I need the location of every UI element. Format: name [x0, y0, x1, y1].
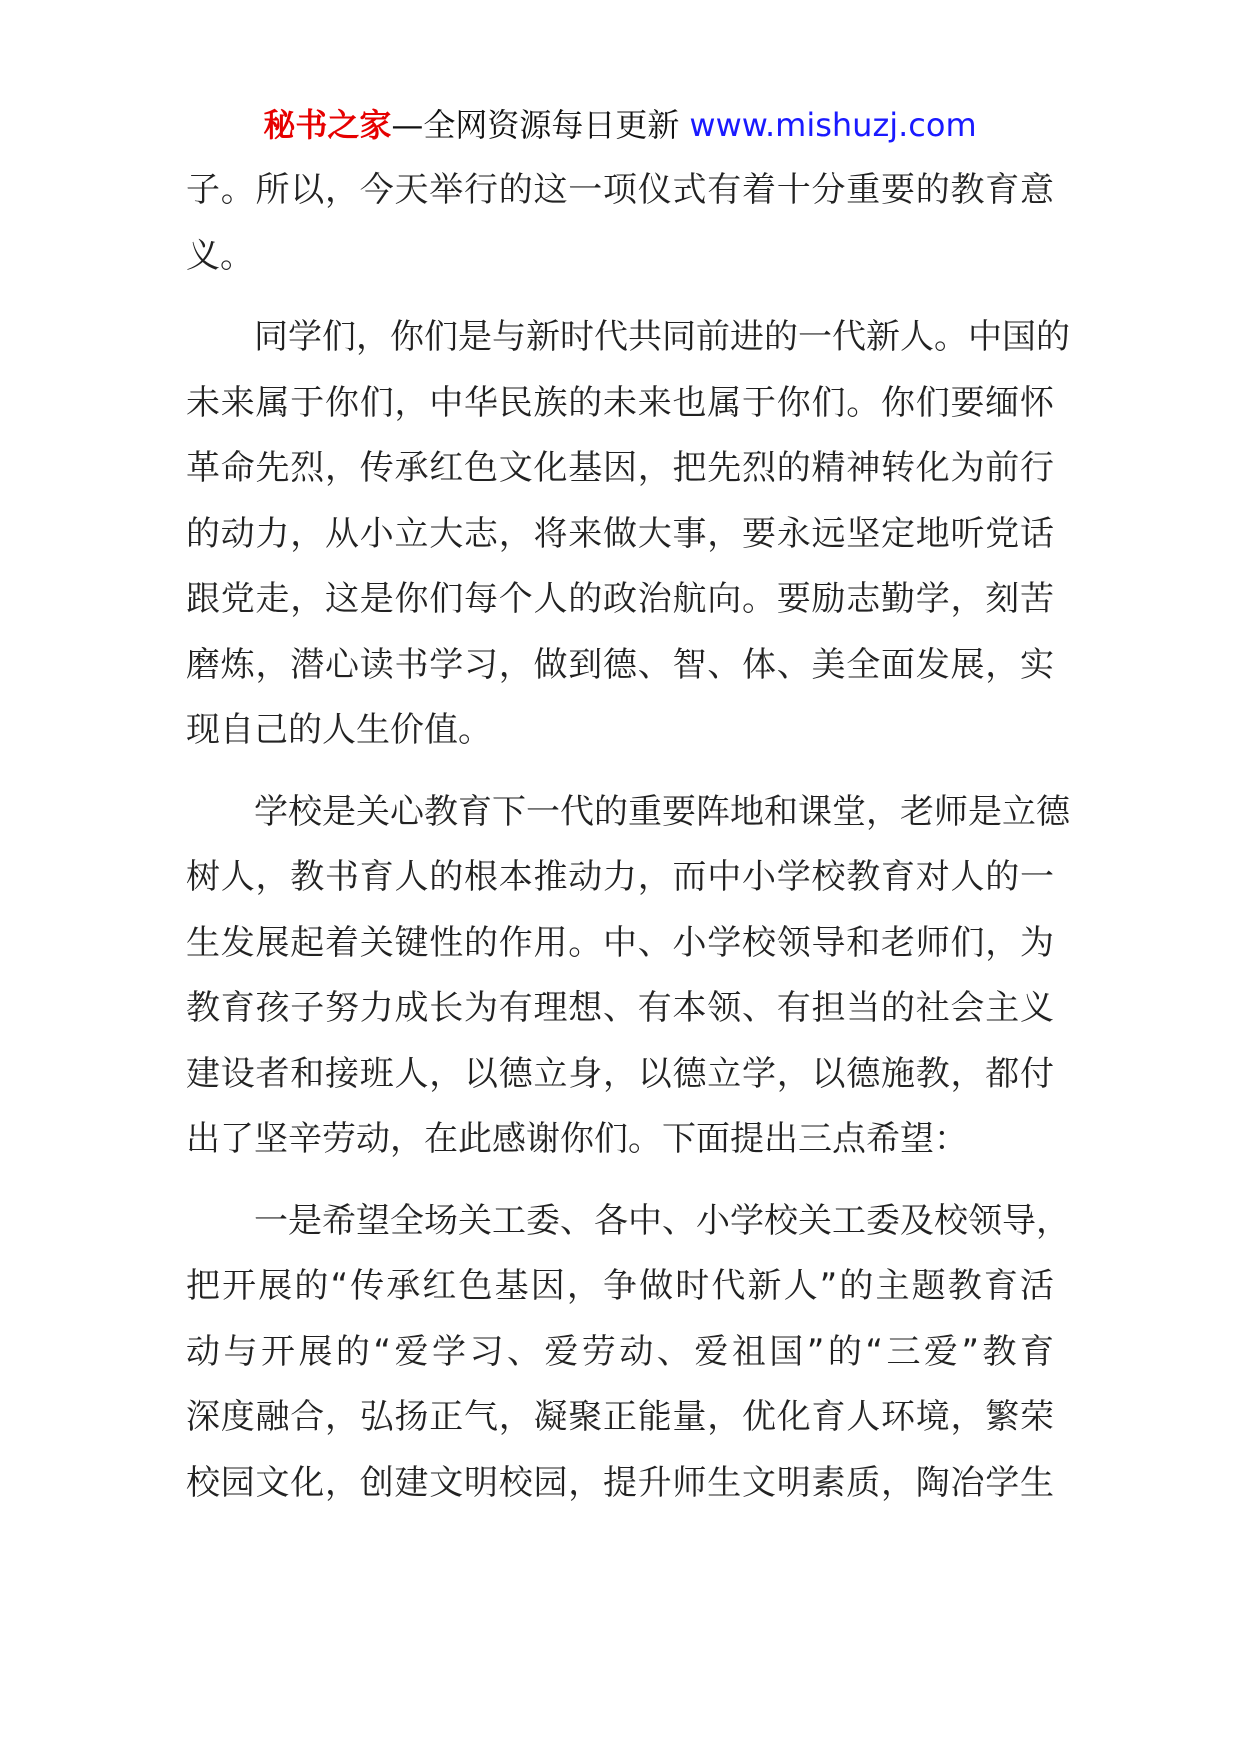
paragraph-line: 跟党走，这是你们每个人的政治航向。要励志勤学，刻苦 [186, 579, 1054, 619]
paragraph-line: 现自己的人生价值。 [186, 710, 492, 750]
paragraph-line: 校园文化，创建文明校园，提升师生文明素质，陶冶学生 [186, 1462, 1054, 1503]
page-header [0, 100, 1240, 150]
header-url-link[interactable]: www.mishuzj.com [689, 106, 977, 144]
document-body [186, 158, 1070, 1516]
paragraph [186, 305, 1070, 764]
paragraph-line: 学校是关心教育下一代的重要阵地和课堂，老师是立德 [254, 791, 1070, 832]
paragraph-line: 生发展起着关键性的作用。中、小学校领导和老师们，为 [186, 922, 1054, 963]
paragraph [186, 1189, 1070, 1517]
header-tagline: —全网资源每日更新 [391, 106, 680, 144]
paragraph-line: 磨炼，潜心读书学习，做到德、智、体、美全面发展，实 [186, 644, 1054, 685]
paragraph-line: 革命先烈，传承红色文化基因，把先烈的精神转化为前行 [186, 448, 1054, 488]
paragraph-line: 把开展的“传承红色基因，争做时代新人”的主题教育活 [186, 1266, 1054, 1306]
paragraph-line: 一是希望全场关工委、各中、小学校关工委及校领导， [254, 1200, 1070, 1241]
paragraph-line: 未来属于你们，中华民族的未来也属于你们。你们要缅怀 [186, 382, 1054, 423]
paragraph-line: 树人，教书育人的根本推动力，而中小学校教育对人的一 [186, 857, 1054, 897]
paragraph-line: 动与开展的“爱学习、爱劳动、爱祖国”的“三爱”教育 [186, 1331, 1054, 1372]
paragraph-line: 建设者和接班人，以德立身，以德立学，以德施教，都付 [186, 1053, 1054, 1094]
paragraph [186, 158, 1054, 289]
paragraph [186, 780, 1070, 1173]
paragraph-line: 的动力，从小立大志，将来做大事，要永远坚定地听党话 [186, 513, 1054, 554]
paragraph-line: 子。所以，今天举行的这一项仪式有着十分重要的教育意 [186, 170, 1054, 210]
paragraph-line: 义。 [186, 235, 254, 276]
paragraph-line: 教育孩子努力成长为有理想、有本领、有担当的社会主义 [186, 988, 1054, 1028]
paragraph-line: 出了坚辛劳动，在此感谢你们。下面提出三点希望： [186, 1119, 968, 1159]
header-brand: 秘书之家 [263, 106, 392, 144]
paragraph-line: 同学们，你们是与新时代共同前进的一代新人。中国的 [254, 317, 1070, 357]
paragraph-line: 深度融合，弘扬正气，凝聚正能量，优化育人环境，繁荣 [186, 1397, 1054, 1437]
